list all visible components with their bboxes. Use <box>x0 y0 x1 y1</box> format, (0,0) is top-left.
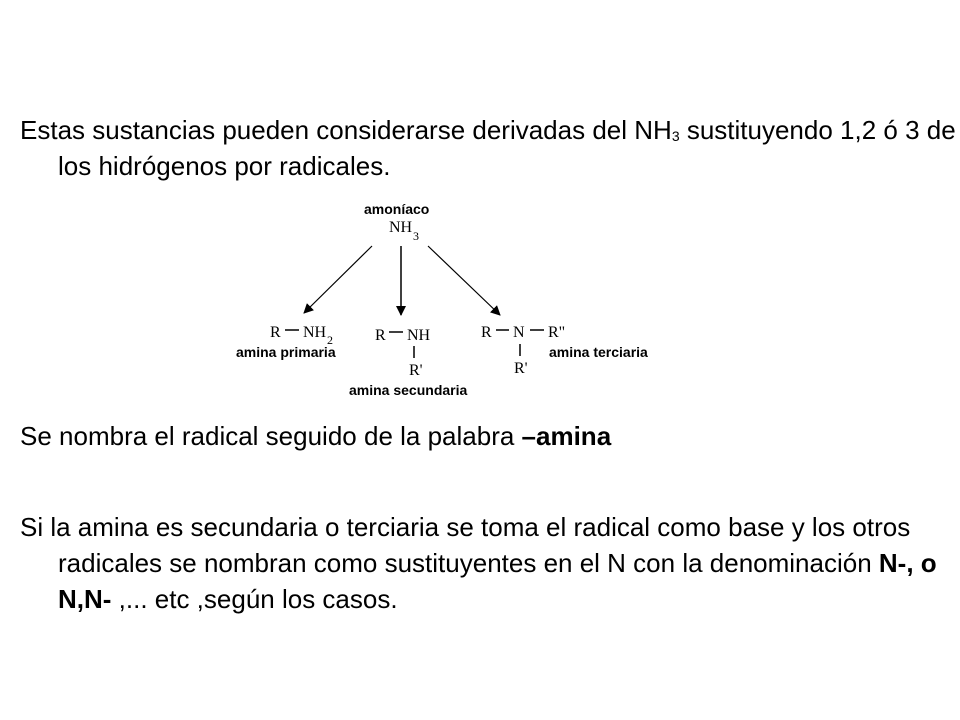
primary-group-subscript: 2 <box>327 333 333 347</box>
ammonia-label: amoníaco <box>364 201 430 217</box>
intro-text-continued: sustituyendo 1,2 ó 3 de los hidrógenos por radicales. <box>58 115 956 181</box>
secondary-r: R <box>375 327 386 344</box>
arrow-to-tertiary <box>428 246 500 315</box>
ammonia-formula: NH <box>389 219 413 236</box>
tertiary-group: N <box>513 324 525 341</box>
ammonia-formula-subscript: 3 <box>413 229 419 243</box>
substituent-rule-paragraph <box>20 509 958 617</box>
tertiary-sub-r: R' <box>514 360 528 377</box>
secondary-group: NH <box>407 327 431 344</box>
substituent-rule-bold: N-, o N,N- <box>58 548 937 614</box>
naming-rule-bold: –amina <box>521 421 612 451</box>
primary-amine-label: amina primaria <box>236 344 336 360</box>
naming-rule-paragraph <box>20 418 958 454</box>
primary-r: R <box>270 324 281 341</box>
secondary-sub-r: R' <box>409 362 423 379</box>
substituent-rule-text-end: ,... etc ,según los casos. <box>111 584 398 614</box>
substituent-rule-text: Si la amina es secundaria o terciaria se toma el radical como base y los otros radicales se nombran como sustituyentes en el N con la denominación <box>20 512 911 578</box>
primary-group: NH <box>303 324 327 341</box>
tertiary-amine-label: amina terciaria <box>549 344 648 360</box>
tertiary-r: R <box>481 324 492 341</box>
nh3-subscript: 3 <box>671 128 680 144</box>
naming-rule-text: Se nombra el radical seguido de la palabra <box>20 421 522 451</box>
secondary-amine-label: amina secundaria <box>349 382 468 398</box>
arrow-to-primary <box>304 246 372 313</box>
intro-text: Estas sustancias pueden considerarse derivadas del NH <box>20 115 672 145</box>
tertiary-right-r: R" <box>548 324 566 341</box>
